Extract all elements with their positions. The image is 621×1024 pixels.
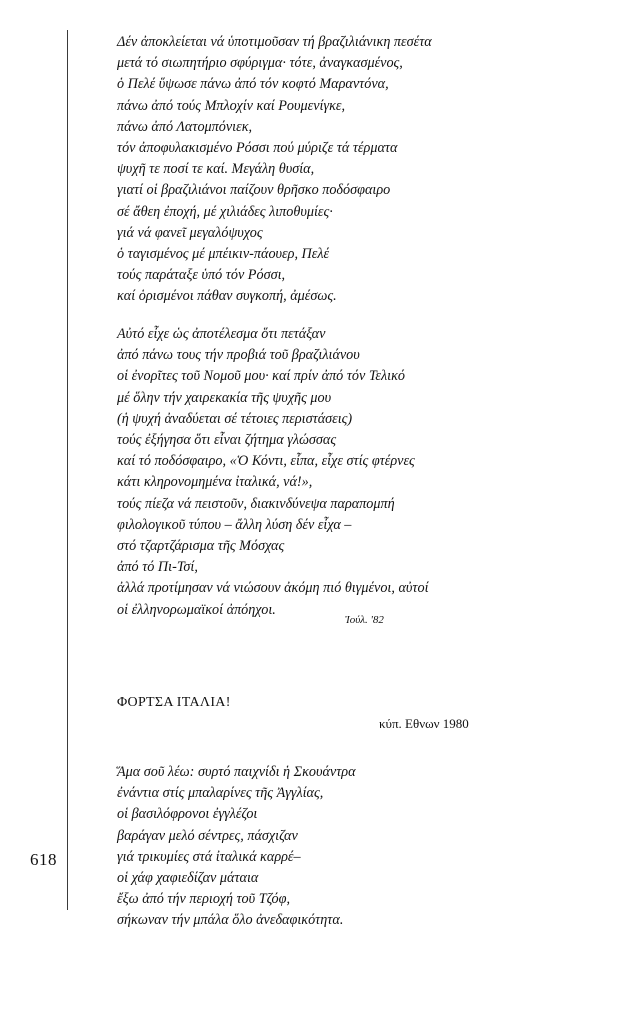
verse-line: ἐνάντια στίς μπαλαρίνες τῆς Ἀγγλίας, bbox=[117, 785, 324, 802]
verse-line: μετά τό σιωπητήριο σφύριγμα· τότε, ἀναγκασμένος, bbox=[117, 55, 403, 72]
verse-line: οἱ βασιλόφρονοι ἐγγλέζοι bbox=[117, 806, 258, 823]
verse-line: τούς παράταξε ὑπό τόν Ρόσσι, bbox=[117, 267, 286, 284]
verse-line: Ἅμα σοῦ λέω: συρτό παιχνίδι ἡ Σκουάντρα bbox=[117, 764, 356, 780]
stanza-1 bbox=[117, 32, 432, 308]
stanza-2 bbox=[117, 324, 429, 621]
verse-line: τούς πίεζα νά πειστοῦν, διακινδύνεψα παραπομπή bbox=[117, 495, 395, 512]
verse-line: ὁ ταγισμένος μέ μπέικιν-πάουερ, Πελέ bbox=[117, 246, 330, 263]
verse-line: οἱ ἐλληνορωμαϊκοί ἀπόηχοι. bbox=[117, 601, 276, 618]
verse-line: κάτι κληρονομημένα ἰταλικά, νά!», bbox=[117, 474, 313, 491]
verse-line: ἀπό πάνω τους τήν προβιά τοῦ βραζιλιάνου bbox=[117, 347, 360, 364]
verse-line: σέ ἄθεη ἐποχή, μέ χιλιάδες λιποθυμίες· bbox=[117, 203, 333, 220]
verse-line: ἀπό τό Πι-Τσί, bbox=[117, 559, 198, 576]
verse-line: καί τό ποδόσφαιρο, «Ὁ Κόντι, εἶπα, εἶχε στίς φτέρνες bbox=[117, 453, 415, 470]
verse-line: ἔξω ἀπό τήν περιοχή τοῦ Τζόφ, bbox=[117, 891, 291, 908]
verse-line: πάνω ἀπό Λατομπόνιεκ, bbox=[117, 118, 253, 135]
stanza-3 bbox=[117, 762, 356, 932]
verse-line: γιατί οἱ βραζιλιάνοι παίζουν θρῆσκο ποδόσφαιρο bbox=[117, 182, 391, 199]
verse-line: Αὐτό εἶχε ὡς ἀποτέλεσμα ὅτι πετάξαν bbox=[117, 326, 326, 342]
verse-line: Δέν ἀποκλείεται νά ὑποτιμοῦσαν τή βραζιλιάνικη πεσέτα bbox=[117, 34, 432, 50]
verse-line: σήκωναν τήν μπάλα ὅλο ἀνεδαφικότητα. bbox=[117, 912, 344, 929]
verse-line: ψυχῆ τε ποσί τε καί. Μεγάλη θυσία, bbox=[117, 161, 315, 178]
verse-line: γιά νά φανεῖ μεγαλόψυχος bbox=[117, 224, 263, 241]
verse-line: τούς ἐξήγησα ὅτι εἶναι ζήτημα γλώσσας bbox=[117, 432, 337, 449]
verse-line: μέ ὅλην τήν χαιρεκακία τῆς ψυχῆς μου bbox=[117, 389, 332, 406]
verse-line: βαράγαν μελό σέντρες, πάσχιζαν bbox=[117, 827, 298, 844]
page-number: 618 bbox=[30, 850, 57, 869]
poem-source: κύπ. Εθνων 1980 bbox=[379, 716, 469, 731]
margin-rule bbox=[67, 30, 68, 910]
poem-date: Ἰούλ. '82 bbox=[345, 614, 384, 626]
verse-line: ἀλλά προτίμησαν νά νιώσουν ἀκόμη πιό θιγμένοι, αὐτοί bbox=[117, 580, 429, 597]
verse-line: οἱ ἐνορῖτες τοῦ Νομοῦ μου· καί πρίν ἀπό τόν Τελικό bbox=[117, 368, 406, 385]
verse-line: γιά τρικυμίες στά ἰταλικά καρρέ– bbox=[117, 848, 301, 865]
verse-line: ὁ Πελέ ὕψωσε πάνω ἀπό τόν κοφτό Μαραντόνα, bbox=[117, 76, 389, 93]
verse-line: (ἡ ψυχή ἀναδύεται σέ τέτοιες περιστάσεις) bbox=[117, 410, 353, 427]
verse-line: τόν ἀποφυλακισμένο Ρόσσι πού μύριζε τά τέρματα bbox=[117, 140, 398, 157]
verse-line: στό τζαρτζάρισμα τῆς Μόσχας bbox=[117, 538, 285, 555]
verse-line: οἱ χάφ χαφιεδίζαν μάταια bbox=[117, 870, 259, 887]
verse-line: πάνω ἀπό τούς Μπλοχίν καί Ρουμενίγκε, bbox=[117, 97, 346, 114]
verse-line: καί ὁρισμένοι πάθαν συγκοπή, ἀμέσως. bbox=[117, 288, 337, 305]
verse-line: φιλολογικοῦ τύπου – ἄλλη λύση δέν εἶχα – bbox=[117, 516, 352, 533]
poem-title: ΦΟΡΤΣΑ ΙΤΑΛΙΑ! bbox=[117, 695, 231, 710]
